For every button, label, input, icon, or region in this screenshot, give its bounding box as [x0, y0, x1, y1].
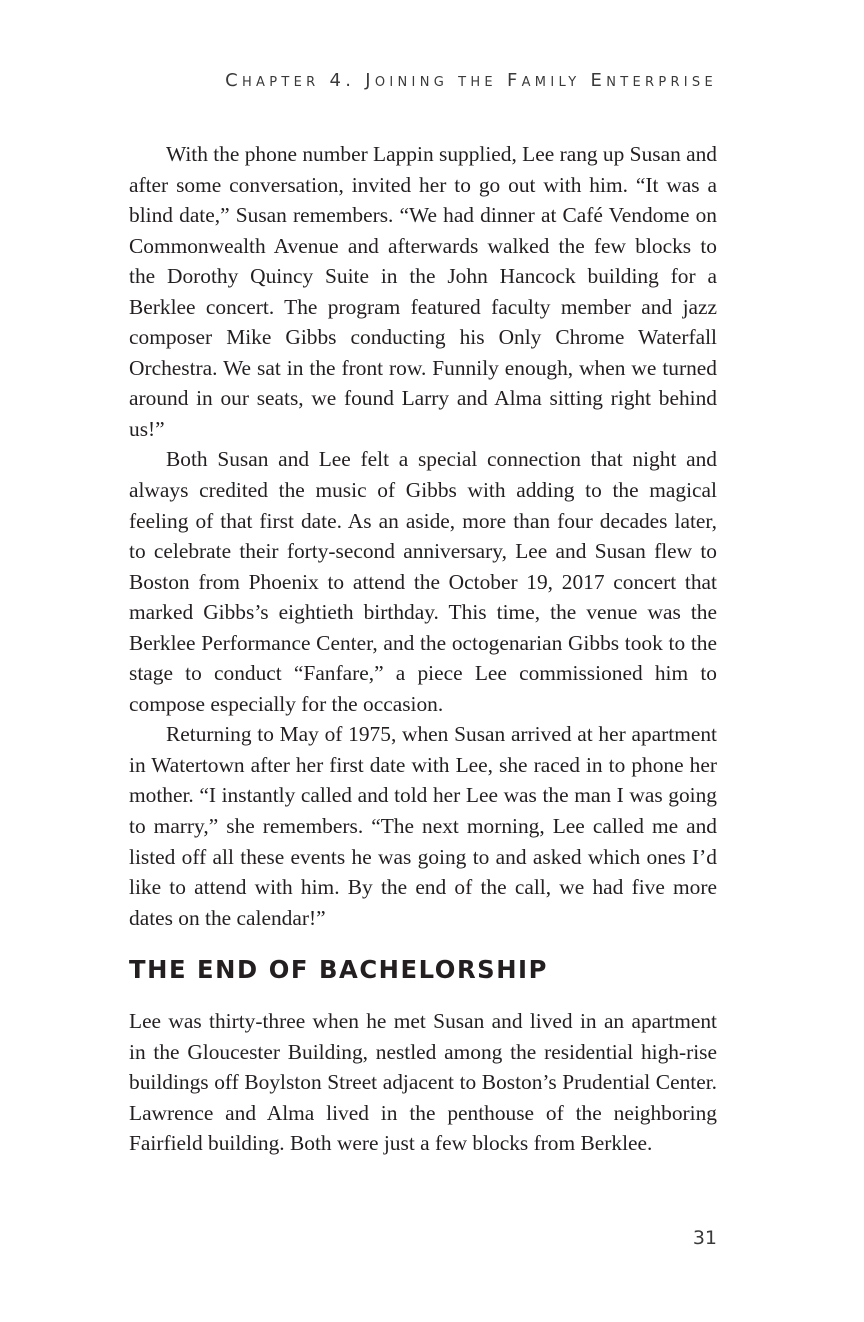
page-number: 31 [692, 1227, 717, 1249]
body-text [129, 139, 717, 1159]
paragraph: With the phone number Lappin supplied, Lee rang up Susan and after some conversation, invited her to go out with him. “It was a blind date,” Susan remembers. “We had dinner at Café Vendome on Commonwealth Avenue and afterwards walked the few blocks to the Dorothy Quincy Suite in the John Hancock building for a Berklee concert. The program featured faculty member and jazz composer Mike Gibbs conducting his Only Chrome Waterfall Orchestra. We sat in the front row. Funnily enough, when we turned around in our seats, we found Larry and Alma sitting right behind us!” [129, 142, 718, 441]
running-head: Chapter 4. Joining the Family Enterprise [225, 70, 717, 91]
paragraph: Lee was thirty-three when he met Susan and lived in an apartment in the Gloucester Building, nestled among the residential high-rise buildings off Boylston Street adjacent to Boston’s Prudential Center. Lawrence and Alma lived in the penthouse of the neighboring Fairfield building. Both were just a few blocks from Berklee. [129, 1009, 717, 1156]
paragraph: Returning to May of 1975, when Susan arrived at her apartment in Watertown after her first date with Lee, she raced in to phone her mother. “I instantly called and told her Lee was the man I was going to marry,” she remembers. “The next morning, Lee called me and listed off all these events he was going to and asked which ones I’d like to attend with him. By the end of the call, we had five more dates on the calendar!” [129, 722, 717, 930]
paragraph: Both Susan and Lee felt a special connection that night and always credited the music of Gibbs with adding to the magical feeling of that first date. As an aside, more than four decades later, to celebrate their forty-second anniversary, Lee and Susan flew to Boston from Phoenix to attend the October 19, 2017 concert that marked Gibbs’s eightieth birthday. This time, the venue was the Berklee Performance Center, and the octogenarian Gibbs took to the stage to conduct “Fanfare,” a piece Lee commissioned him to compose especially for the occasion. [129, 447, 717, 716]
section-heading: THE END OF BACHELORSHIP [129, 955, 548, 985]
